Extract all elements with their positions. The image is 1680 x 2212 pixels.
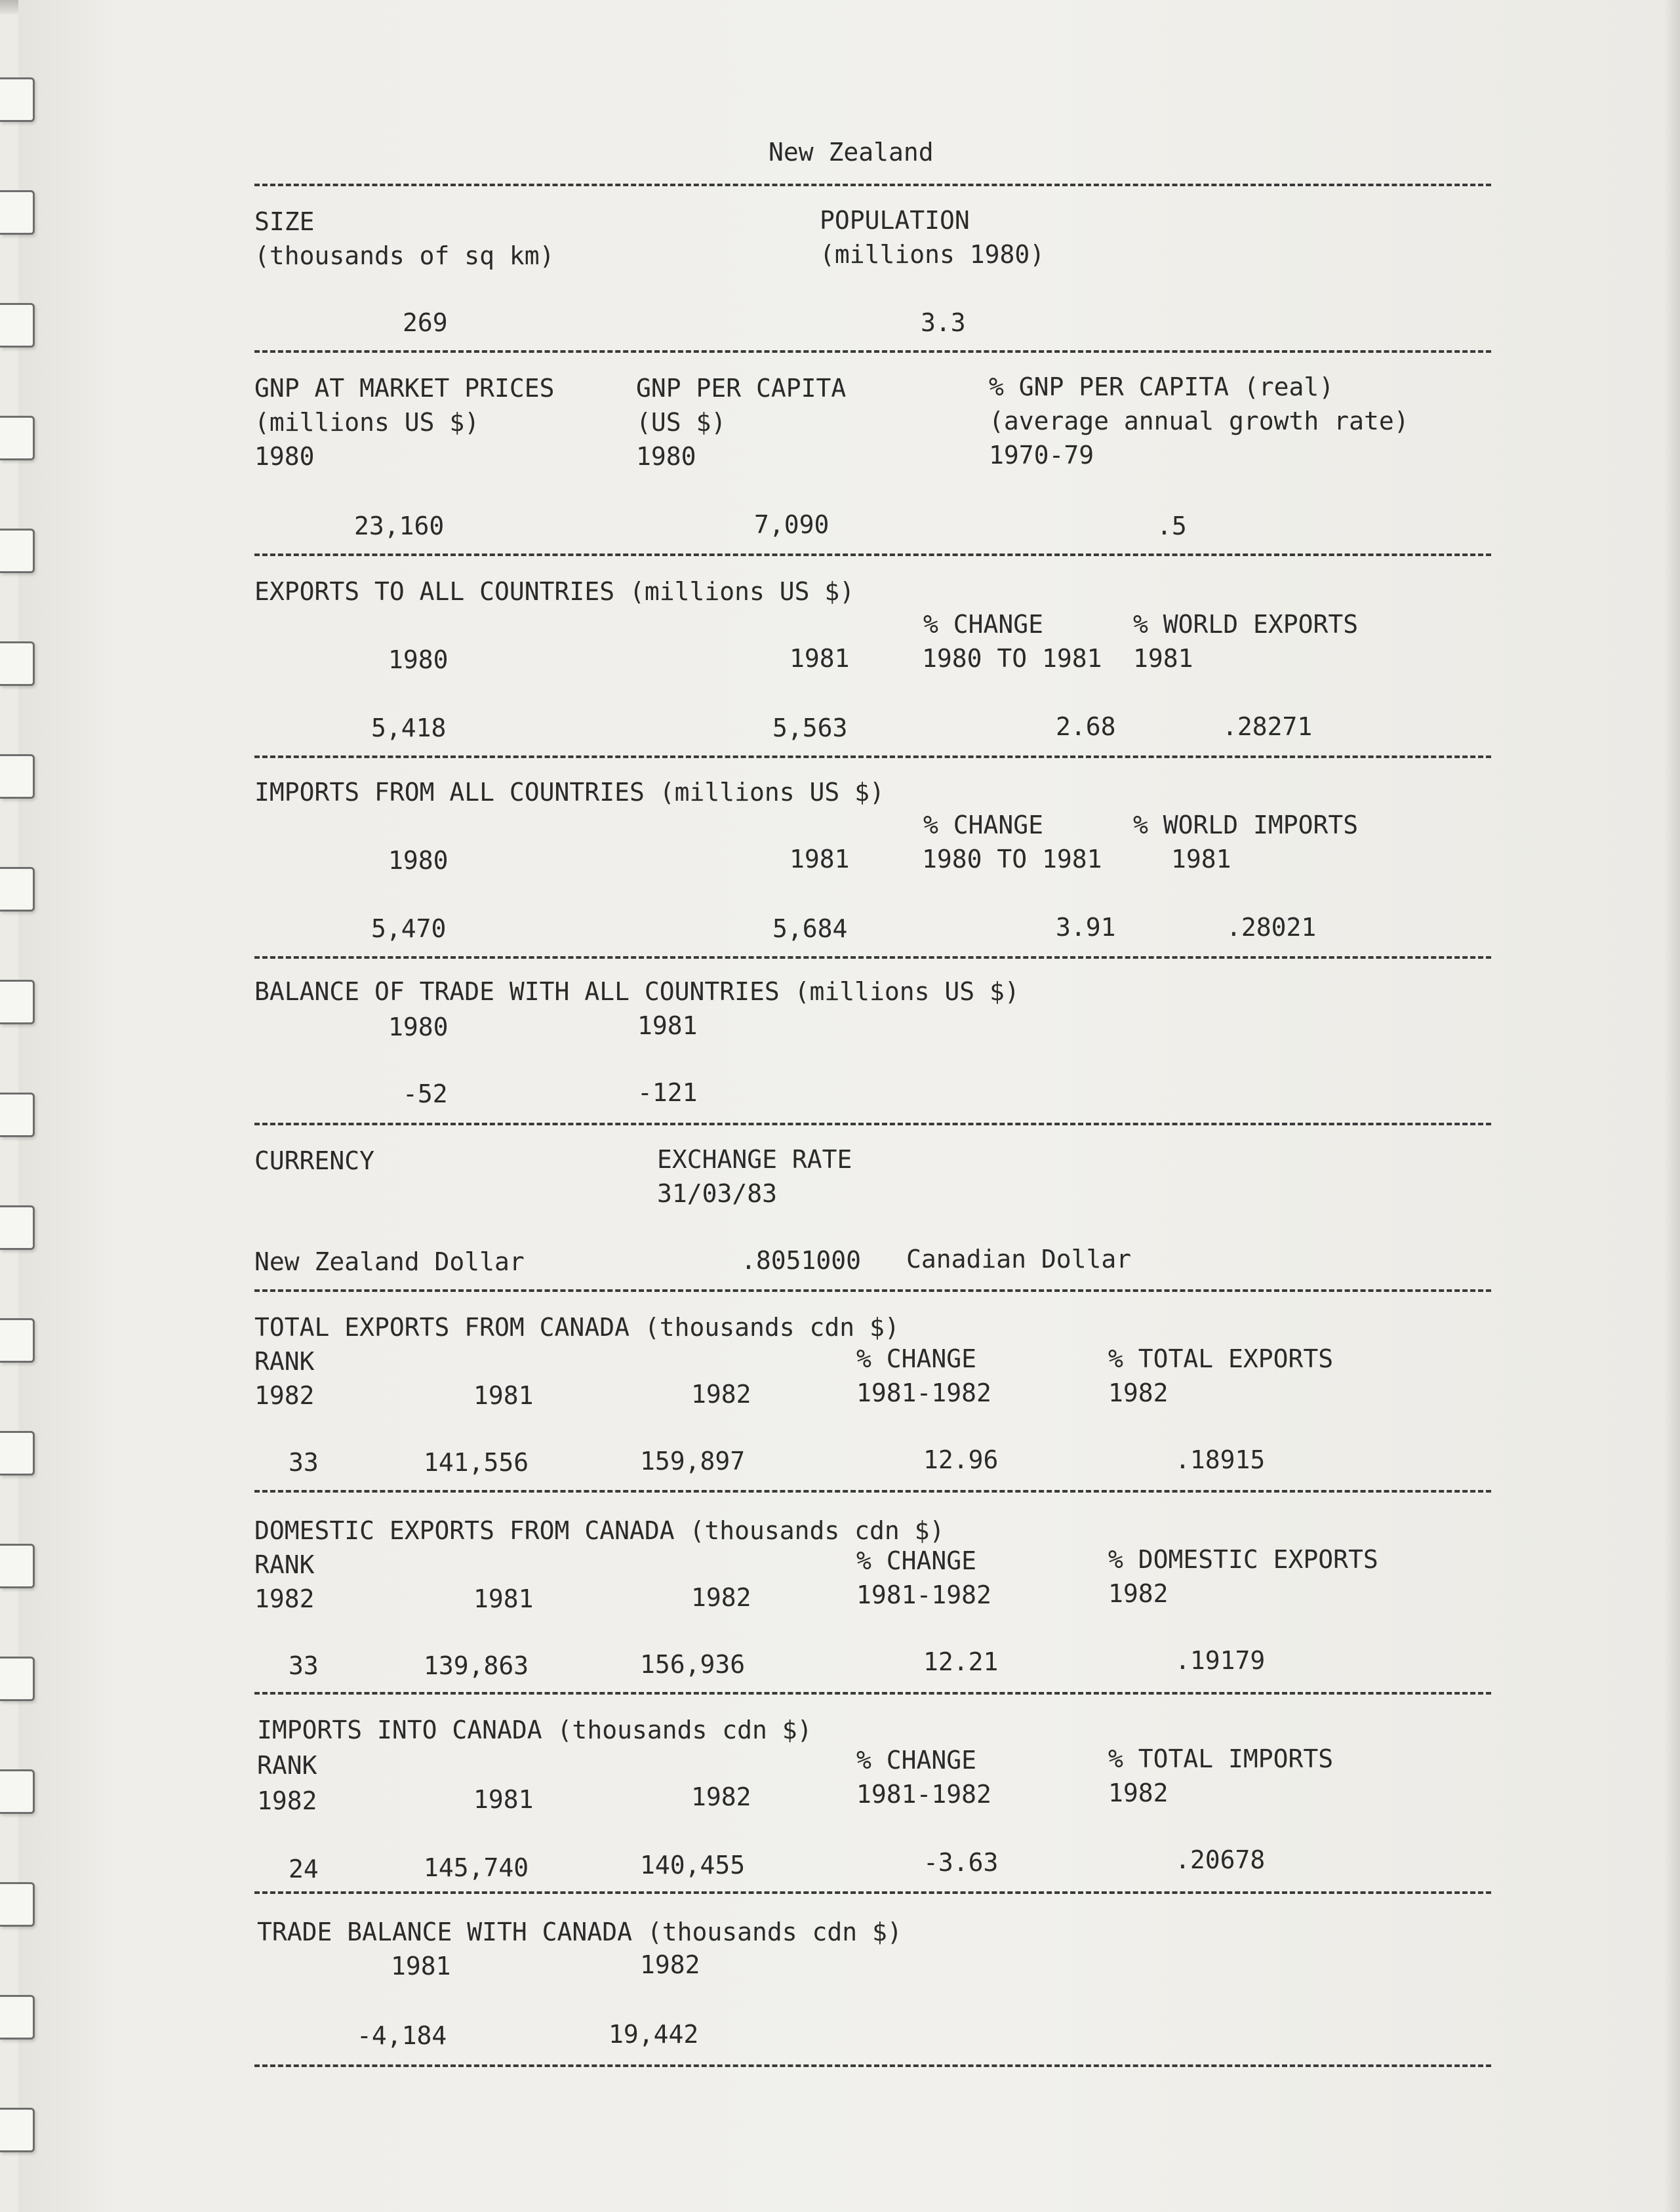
balance-all-heading: BALANCE OF TRADE WITH ALL COUNTRIES (millions US $) bbox=[254, 977, 1020, 1006]
exchange-rate-date: 31/03/83 bbox=[657, 1179, 778, 1208]
balance-all-value-a: -52 bbox=[403, 1079, 448, 1108]
domestic-exports-value-a: 139,863 bbox=[424, 1651, 529, 1680]
exports-all-heading: EXPORTS TO ALL COUNTRIES (millions US $) bbox=[254, 577, 855, 606]
domestic-exports-share-year: 1982 bbox=[1108, 1579, 1169, 1608]
imports-canada-change-label: % CHANGE bbox=[856, 1746, 977, 1775]
dashed-rule bbox=[254, 1490, 1491, 1493]
imports-all-change-value: 3.91 bbox=[1056, 913, 1116, 942]
imports-all-year-b: 1981 bbox=[790, 845, 850, 874]
imports-all-year-a: 1980 bbox=[388, 846, 449, 875]
dashed-rule bbox=[254, 553, 1491, 556]
total-exports-change-value: 12.96 bbox=[923, 1445, 999, 1474]
exports-all-year-b: 1981 bbox=[790, 644, 850, 673]
domestic-exports-share-label: % DOMESTIC EXPORTS bbox=[1108, 1545, 1378, 1574]
imports-canada-rank-year: 1982 bbox=[257, 1786, 317, 1815]
binding-tab bbox=[0, 1205, 35, 1250]
binding-tab bbox=[0, 641, 35, 686]
dashed-rule bbox=[254, 755, 1491, 758]
population-value: 3.3 bbox=[921, 308, 966, 337]
growth-label: % GNP PER CAPITA (real) bbox=[989, 372, 1334, 401]
imports-canada-rank-value: 24 bbox=[289, 1855, 319, 1883]
exchange-rate-value: .8051000 bbox=[741, 1246, 862, 1275]
total-exports-year-a: 1981 bbox=[473, 1381, 534, 1410]
exchange-rate-currency: Canadian Dollar bbox=[906, 1245, 1132, 1274]
gnp-value: 23,160 bbox=[354, 512, 445, 540]
domestic-exports-change-years: 1981-1982 bbox=[856, 1580, 991, 1609]
binding-tab bbox=[0, 754, 35, 799]
imports-canada-share-value: .20678 bbox=[1175, 1845, 1266, 1874]
binding-tab bbox=[0, 1093, 35, 1137]
binding-tab bbox=[0, 1318, 35, 1363]
gnp-year: 1980 bbox=[254, 442, 315, 471]
dashed-rule bbox=[254, 956, 1491, 959]
domestic-exports-year-b: 1982 bbox=[691, 1583, 751, 1612]
domestic-exports-share-value: .19179 bbox=[1175, 1646, 1266, 1675]
imports-canada-value-b: 140,455 bbox=[640, 1851, 746, 1880]
total-exports-rank-label: RANK bbox=[254, 1347, 315, 1376]
per-capita-value: 7,090 bbox=[754, 510, 830, 539]
growth-years: 1970-79 bbox=[989, 441, 1094, 470]
domestic-exports-rank-year: 1982 bbox=[254, 1584, 315, 1613]
dashed-rule bbox=[254, 1289, 1491, 1292]
binding-tab bbox=[0, 1431, 35, 1476]
size-label: SIZE bbox=[254, 207, 315, 236]
total-exports-year-b: 1982 bbox=[691, 1380, 751, 1409]
binding-tab bbox=[0, 77, 35, 122]
dashed-rule bbox=[254, 1891, 1491, 1894]
total-exports-value-b: 159,897 bbox=[640, 1447, 746, 1476]
imports-all-change-label: % CHANGE bbox=[923, 811, 1044, 839]
growth-units: (average annual growth rate) bbox=[989, 407, 1409, 435]
exports-all-change-label: % CHANGE bbox=[923, 610, 1044, 639]
balance-all-year-a: 1980 bbox=[388, 1013, 449, 1041]
currency-label: CURRENCY bbox=[254, 1146, 375, 1175]
domestic-exports-rank-value: 33 bbox=[289, 1651, 319, 1680]
binding-tab bbox=[0, 190, 35, 235]
per-capita-year: 1980 bbox=[636, 442, 696, 471]
total-exports-heading: TOTAL EXPORTS FROM CANADA (thousands cdn $) bbox=[254, 1313, 900, 1342]
imports-canada-year-b: 1982 bbox=[691, 1782, 751, 1811]
binding-tab bbox=[0, 1544, 35, 1588]
trade-balance-canada-year-a: 1981 bbox=[391, 1952, 451, 1981]
dashed-rule bbox=[254, 1123, 1491, 1125]
exports-all-change-years: 1980 TO 1981 bbox=[922, 644, 1102, 673]
size-value: 269 bbox=[403, 308, 448, 337]
total-exports-rank-year: 1982 bbox=[254, 1381, 315, 1410]
total-exports-share-value: .18915 bbox=[1175, 1445, 1266, 1474]
page-title: New Zealand bbox=[769, 138, 934, 167]
imports-all-value-a: 5,470 bbox=[371, 914, 447, 943]
total-exports-value-a: 141,556 bbox=[424, 1448, 529, 1477]
imports-all-value-b: 5,684 bbox=[772, 914, 848, 943]
balance-all-year-b: 1981 bbox=[637, 1011, 698, 1040]
imports-all-change-years: 1980 TO 1981 bbox=[922, 845, 1102, 874]
total-exports-share-year: 1982 bbox=[1108, 1378, 1169, 1407]
domestic-exports-rank-label: RANK bbox=[254, 1550, 315, 1579]
per-capita-label: GNP PER CAPITA bbox=[636, 374, 847, 403]
exports-all-value-a: 5,418 bbox=[371, 714, 447, 742]
exchange-rate-label: EXCHANGE RATE bbox=[657, 1145, 852, 1174]
imports-all-world-label: % WORLD IMPORTS bbox=[1133, 811, 1359, 839]
binding-tab bbox=[0, 416, 35, 460]
exports-all-value-b: 5,563 bbox=[772, 714, 848, 742]
imports-canada-value-a: 145,740 bbox=[424, 1853, 529, 1882]
total-exports-rank-value: 33 bbox=[289, 1448, 319, 1477]
imports-canada-rank-label: RANK bbox=[257, 1751, 317, 1780]
binding-tab bbox=[0, 2108, 35, 2152]
trade-balance-canada-value-b: 19,442 bbox=[609, 2020, 699, 2049]
exports-all-world-label: % WORLD EXPORTS bbox=[1133, 610, 1359, 639]
domestic-exports-value-b: 156,936 bbox=[640, 1650, 746, 1679]
imports-all-heading: IMPORTS FROM ALL COUNTRIES (millions US $) bbox=[254, 778, 885, 807]
binding-tab bbox=[0, 1657, 35, 1701]
binding-tab bbox=[0, 867, 35, 912]
balance-all-value-b: -121 bbox=[637, 1078, 698, 1107]
exports-all-world-value: .28271 bbox=[1222, 712, 1313, 741]
growth-value: .5 bbox=[1157, 512, 1187, 540]
exports-all-change-value: 2.68 bbox=[1056, 712, 1116, 741]
exports-all-year-a: 1980 bbox=[388, 645, 449, 674]
binding-tab bbox=[0, 1995, 35, 2040]
imports-canada-change-years: 1981-1982 bbox=[856, 1780, 991, 1809]
gnp-label: GNP AT MARKET PRICES bbox=[254, 374, 555, 403]
domestic-exports-change-value: 12.21 bbox=[923, 1647, 999, 1676]
total-exports-change-label: % CHANGE bbox=[856, 1344, 977, 1373]
imports-canada-change-value: -3.63 bbox=[923, 1848, 999, 1877]
document-page bbox=[18, 0, 1680, 2212]
page-right-edge bbox=[1663, 0, 1680, 2212]
gnp-units: (millions US $) bbox=[254, 408, 480, 437]
binding-tab bbox=[0, 980, 35, 1024]
imports-canada-heading: IMPORTS INTO CANADA (thousands cdn $) bbox=[257, 1716, 812, 1744]
dashed-rule bbox=[254, 184, 1491, 186]
exports-all-world-year: 1981 bbox=[1133, 644, 1193, 673]
dashed-rule bbox=[254, 2064, 1491, 2067]
population-label: POPULATION bbox=[820, 206, 970, 235]
total-exports-share-label: % TOTAL EXPORTS bbox=[1108, 1344, 1334, 1373]
imports-canada-share-label: % TOTAL IMPORTS bbox=[1108, 1744, 1334, 1773]
currency-name: New Zealand Dollar bbox=[254, 1247, 525, 1276]
total-exports-change-years: 1981-1982 bbox=[856, 1378, 991, 1407]
dashed-rule bbox=[254, 1692, 1491, 1695]
binding-tab bbox=[0, 1882, 35, 1927]
binding-tab bbox=[0, 1769, 35, 1814]
binding-tab bbox=[0, 529, 35, 573]
population-units: (millions 1980) bbox=[820, 240, 1045, 269]
size-units: (thousands of sq km) bbox=[254, 241, 555, 270]
dashed-rule bbox=[254, 350, 1491, 353]
imports-all-world-year: 1981 bbox=[1171, 845, 1231, 874]
domestic-exports-heading: DOMESTIC EXPORTS FROM CANADA (thousands cdn $) bbox=[254, 1516, 945, 1545]
trade-balance-canada-year-b: 1982 bbox=[640, 1950, 700, 1979]
per-capita-units: (US $) bbox=[636, 408, 727, 437]
trade-balance-canada-heading: TRADE BALANCE WITH CANADA (thousands cdn $) bbox=[257, 1918, 902, 1946]
imports-all-world-value: .28021 bbox=[1226, 913, 1317, 942]
domestic-exports-year-a: 1981 bbox=[473, 1584, 534, 1613]
trade-balance-canada-value-a: -4,184 bbox=[357, 2021, 447, 2050]
imports-canada-share-year: 1982 bbox=[1108, 1779, 1169, 1807]
binding-tab bbox=[0, 303, 35, 348]
imports-canada-year-a: 1981 bbox=[473, 1785, 534, 1814]
domestic-exports-change-label: % CHANGE bbox=[856, 1546, 977, 1575]
